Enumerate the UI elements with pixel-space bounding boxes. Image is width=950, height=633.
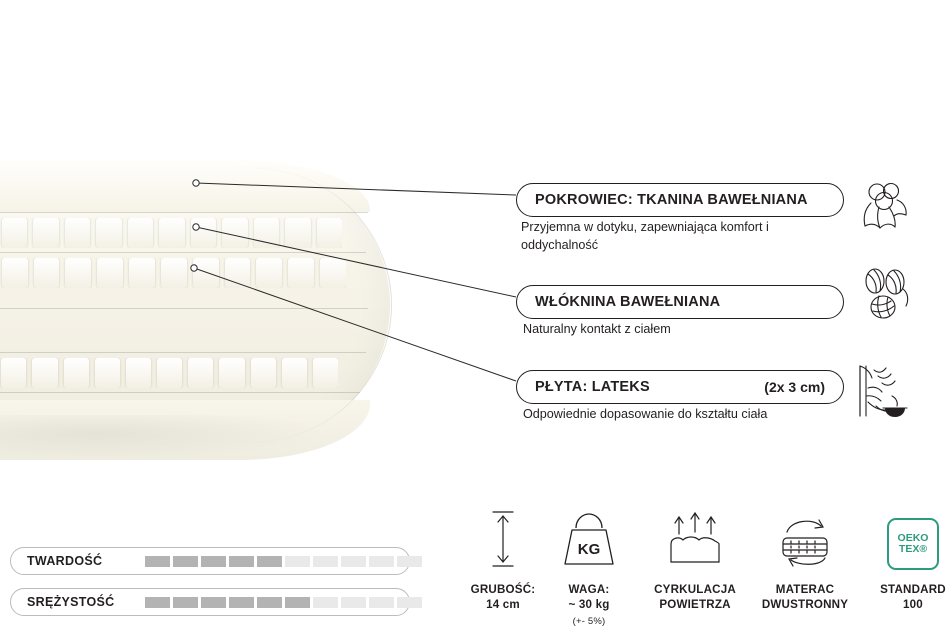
oeko-tex-badge-line1: OEKO xyxy=(897,531,929,544)
feature-airflow-caption: CYRKULACJA xyxy=(654,583,736,596)
mattress-shadow xyxy=(0,415,330,460)
oeko-tex-icon xyxy=(857,508,950,570)
rating-elasticity-segments xyxy=(145,597,422,608)
svg-text:KG: KG xyxy=(577,541,601,558)
feature-weight xyxy=(533,508,645,628)
feature-oeko-tex xyxy=(857,508,950,613)
callout-description-fleece: Naturalny kontakt z ciałem xyxy=(523,322,671,336)
callout-title-fleece: WŁÓKNINA BAWEŁNIANA xyxy=(535,294,721,310)
feature-airflow xyxy=(639,508,751,613)
latex-tapping-icon xyxy=(852,362,912,420)
feature-weight-value: ~ 30 kg xyxy=(568,598,610,612)
callout-pill-fleece[interactable] xyxy=(516,285,844,319)
feature-weight-note: (+- 5%) xyxy=(572,615,606,627)
mattress-cutaway-photo xyxy=(0,160,400,460)
weight-kg-icon xyxy=(533,508,645,570)
feature-thickness-value: 14 cm xyxy=(486,598,520,612)
feature-oeko-tex-caption: STANDARD xyxy=(880,583,946,596)
feature-oeko-tex-value: 100 xyxy=(903,598,923,612)
rating-hardness xyxy=(10,547,410,575)
feature-airflow-value: POWIETRZA xyxy=(659,598,731,612)
callout-description-core: Odpowiednie dopasowanie do kształtu ciała xyxy=(523,407,768,421)
cotton-flower-icon xyxy=(855,176,915,234)
callout-pill-core[interactable] xyxy=(516,370,844,404)
two-sided-mattress-icon xyxy=(749,508,861,570)
callout-suffix-core: (2x 3 cm) xyxy=(764,379,825,395)
feature-two-sided-value: DWUSTRONNY xyxy=(761,598,849,612)
callout-title-core: PŁYTA: LATEKS xyxy=(535,379,650,395)
rating-elasticity xyxy=(10,588,410,616)
feature-weight-caption: WAGA: xyxy=(568,583,610,596)
callout-title-cover: POKROWIEC: TKANINA BAWEŁNIANA xyxy=(535,192,808,208)
rating-elasticity-label: SRĘŻYSTOŚĆ xyxy=(27,595,115,609)
callout-description-cover: Przyjemna w dotyku, zapewniająca komfort i oddychalność xyxy=(521,220,769,252)
feature-two-sided-caption: MATERAC xyxy=(775,583,835,596)
air-circulation-icon xyxy=(639,508,751,570)
oeko-tex-badge-line2: TEX® xyxy=(898,543,928,555)
feature-two-sided xyxy=(749,508,861,613)
callout-pill-cover[interactable] xyxy=(516,183,844,217)
feature-thickness-caption: GRUBOŚĆ: xyxy=(470,583,536,596)
rating-hardness-label: TWARDOŚĆ xyxy=(27,554,103,568)
rating-hardness-segments xyxy=(145,556,422,567)
yarn-balls-icon xyxy=(855,265,915,323)
